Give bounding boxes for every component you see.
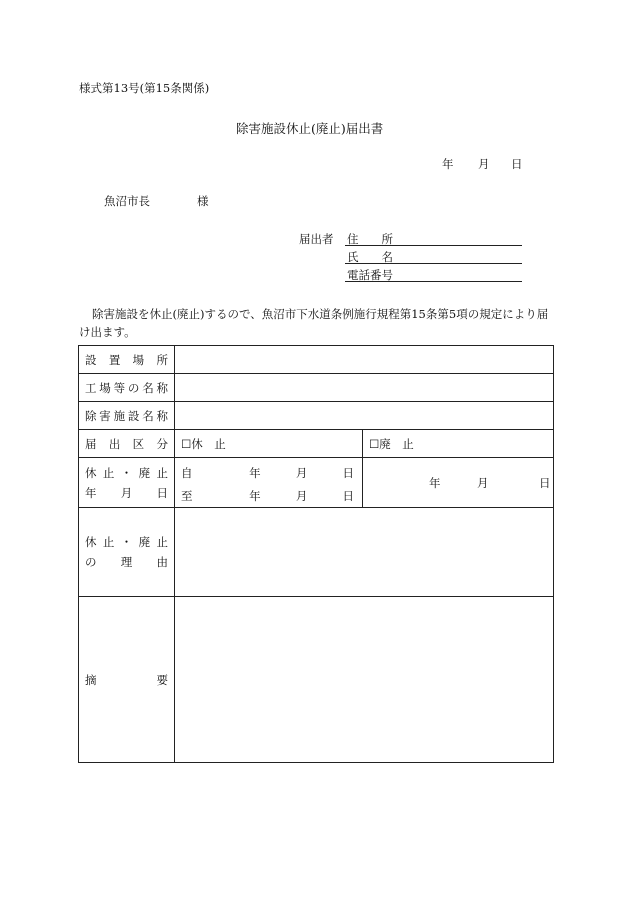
row-category xyxy=(79,430,554,458)
summary-label: 摘 要 xyxy=(79,597,175,763)
row-location xyxy=(79,346,554,374)
body-text-line1: 除害施設を休止(廃止)するので、魚沼市下水道条例施行規程第15条第5項の規定により届 xyxy=(92,307,549,321)
date-month: 月 xyxy=(478,157,490,171)
addressee-name: 魚沼市長 xyxy=(104,194,150,208)
period-cell[interactable]: 自 年 月 日 至 年 月 日 xyxy=(175,458,363,508)
addressee-honorific: 様 xyxy=(197,194,209,208)
location-input[interactable] xyxy=(175,346,554,374)
date-year: 年 xyxy=(442,157,454,171)
abolish-date-cell[interactable]: 年 月 日 xyxy=(363,458,554,508)
phone-label: 電話番号 xyxy=(347,268,393,282)
address-line[interactable] xyxy=(345,245,522,246)
reason-input[interactable] xyxy=(175,508,554,597)
phone-line[interactable] xyxy=(345,281,522,282)
facility-name-input[interactable] xyxy=(175,402,554,430)
facility-name-label: 除 害 施 設 名 称 xyxy=(79,402,175,430)
date-label: 休 止 ・ 廃 止 年 月 日 xyxy=(79,458,175,508)
row-facility-name xyxy=(79,402,554,430)
summary-input[interactable] xyxy=(175,597,554,763)
notification-table xyxy=(78,345,554,763)
form-number: 様式第13号(第15条関係) xyxy=(79,81,210,95)
address-label: 住 所 xyxy=(347,232,393,246)
to-label: 至 xyxy=(181,488,193,503)
row-reason xyxy=(79,508,554,597)
date-day: 日 xyxy=(511,157,523,171)
factory-name-label: 工 場 等 の 名 称 xyxy=(79,374,175,402)
location-label: 設 置 場 所 xyxy=(79,346,175,374)
document-title: 除害施設休止(廃止)届出書 xyxy=(236,121,384,136)
abolish-checkbox[interactable]: ☐廃 止 xyxy=(369,436,414,451)
category-label: 届 出 区 分 xyxy=(79,430,175,458)
row-summary xyxy=(79,597,554,763)
reason-label: 休 止 ・ 廃 止 の 理 由 xyxy=(79,508,175,597)
name-line[interactable] xyxy=(345,263,522,264)
submitter-label: 届出者 xyxy=(299,232,334,246)
abolish-option[interactable] xyxy=(363,430,554,458)
suspend-option[interactable] xyxy=(175,430,363,458)
name-label: 氏 名 xyxy=(347,250,393,264)
body-text-line2: け出ます。 xyxy=(79,325,136,339)
row-factory-name xyxy=(79,374,554,402)
from-label: 自 xyxy=(181,465,193,480)
factory-name-input[interactable] xyxy=(175,374,554,402)
row-dates xyxy=(79,458,554,508)
suspend-checkbox[interactable]: ☐休 止 xyxy=(181,436,226,451)
